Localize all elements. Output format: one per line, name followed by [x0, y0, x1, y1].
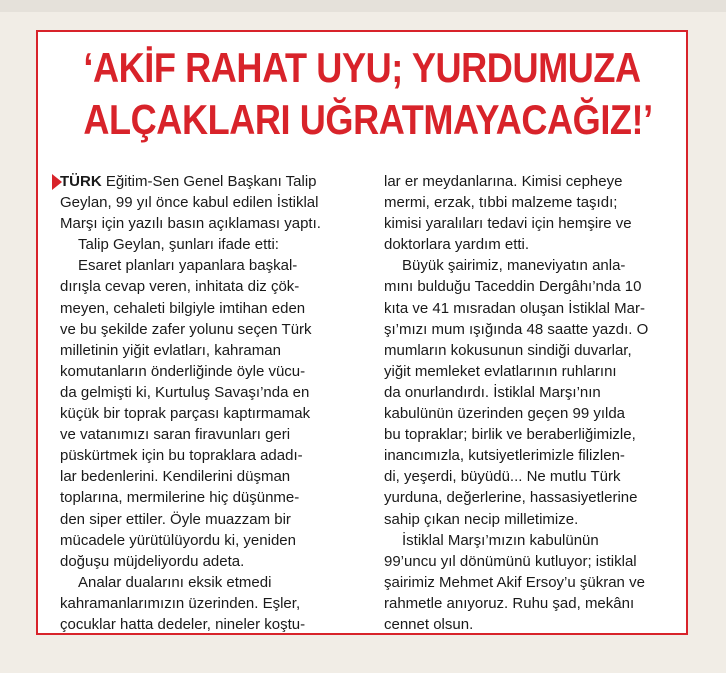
paragraph-line: küçük bir toprak parçası kaptırmamak	[60, 405, 311, 423]
paragraph-line: doğuşu müjdeliyordu adeta.	[60, 552, 245, 570]
paragraph-text: Eğitim-Sen Genel Başkanı Talip	[101, 173, 317, 190]
paragraph-line: Büyük şairimiz, maneviyatın anla-	[402, 257, 626, 275]
paragraph-line: sahip çıkan necip milletimize.	[384, 510, 579, 528]
headline	[83, 42, 653, 146]
headline-line-1: ‘AKİF RAHAT UYU; YURDUMUZA	[83, 44, 641, 91]
paragraph-line: doktorlara yardım etti.	[384, 236, 530, 254]
paragraph-line: lar er meydanlarına. Kimisi cepheye	[384, 173, 623, 190]
paragraph-line: kıta ve 41 mısradan oluşan İstiklal Mar-	[384, 299, 645, 317]
paragraph-line: den siper ettiler. Öyle muazzam bir	[60, 510, 291, 528]
news-article	[36, 30, 688, 635]
paragraph-line: dırışla cevap veren, inhitata diz çök-	[60, 278, 300, 296]
paragraph-line: toplarına, mermilerine hiç düşünme-	[60, 489, 300, 507]
paragraph-line: 99’uncu yıl dönümünü kutluyor; istiklal	[384, 552, 637, 570]
paragraph-line: lar bedenlerini. Kendilerini düşman	[60, 468, 291, 486]
paragraph-line: cennet olsun.	[384, 615, 474, 633]
kicker: TÜRK	[60, 173, 102, 190]
paragraph-line: çocuklar hatta dedeler, nineler koştu-	[60, 615, 306, 633]
right-column	[384, 171, 674, 635]
paragraph-line: Talip Geylan, şunları ifade etti:	[78, 236, 279, 254]
paragraph-line: komutanların önderliğinde öyle vücu-	[60, 362, 306, 380]
paragraph-line: Analar dualarını eksik etmedi	[78, 573, 272, 591]
headline-line-2: ALÇAKLARI UĞRATMAYACAĞIZ!’	[83, 96, 653, 143]
paragraph-line: mücadele yürütülüyordu ki, yeniden	[60, 531, 296, 549]
paragraph-line: püskürtmek için bu topraklara adadı-	[60, 447, 303, 465]
paragraph-line: ve vatanımızı saran firavunları geri	[60, 426, 291, 444]
paragraph-line: di, yeşerdi, büyüdü... Ne mutlu Türk	[384, 468, 621, 486]
paragraph-line: şı’mızı mum ışığında 48 saatte yazdı. O	[384, 320, 649, 338]
paragraph-line: da onurlandırdı. İstiklal Marşı’nın	[384, 383, 601, 401]
paragraph-line: da gelmişti ki, Kurtuluş Savaşı’nda en	[60, 383, 310, 401]
paragraph-line: mını bulduğu Taceddin Dergâhı’nda 10	[384, 278, 642, 296]
left-column	[60, 171, 365, 635]
paragraph-line: kimisi yaralıları tedavi için hemşire ve	[384, 215, 632, 233]
paragraph-line: Marşı için yazılı basın açıklaması yaptı.	[60, 215, 321, 233]
paragraph-line: rahmetle anıyoruz. Ruhu şad, mekânı	[384, 594, 635, 612]
paragraph-line: meyen, cehaleti bilgiyle imtihan eden	[60, 299, 306, 317]
paragraph-line: Geylan, 99 yıl önce kabul edilen İstiklal	[60, 194, 319, 212]
top-strip	[0, 0, 726, 12]
paragraph-line: bu topraklar; birlik ve beraberliğimizle,	[384, 426, 636, 444]
paragraph-line: milletinin yiğit evlatları, kahraman	[60, 341, 281, 359]
paragraph-line: kabulünün üzerinden geçen 99 yılda	[384, 405, 626, 423]
paragraph-line: yiğit memleket evlatlarının ruhlarını	[384, 362, 617, 380]
paragraph-line: şairimiz Mehmet Akif Ersoy’u şükran ve	[384, 573, 645, 591]
paragraph-line: yurduna, değerlerine, hassasiyetlerine	[384, 489, 638, 507]
paragraph-line: mumların kokusunun sindiği duvarlar,	[384, 341, 632, 359]
paragraph-line: ve bu şekilde zafer yolunu seçen Türk	[60, 320, 312, 338]
paragraph-line: mermi, erzak, tıbbi malzeme taşıdı;	[384, 194, 618, 212]
paragraph-line: inancımızla, kutsiyetlerimizle filizlen-	[384, 447, 625, 465]
paragraph-line	[60, 171, 365, 192]
paragraph-line: kahramanlarımızın üzerinden. Eşler,	[60, 594, 301, 612]
paragraph-line: İstiklal Marşı’mızın kabulünün	[402, 531, 599, 549]
paragraph-line: Esaret planları yapanlara başkal-	[78, 257, 298, 275]
